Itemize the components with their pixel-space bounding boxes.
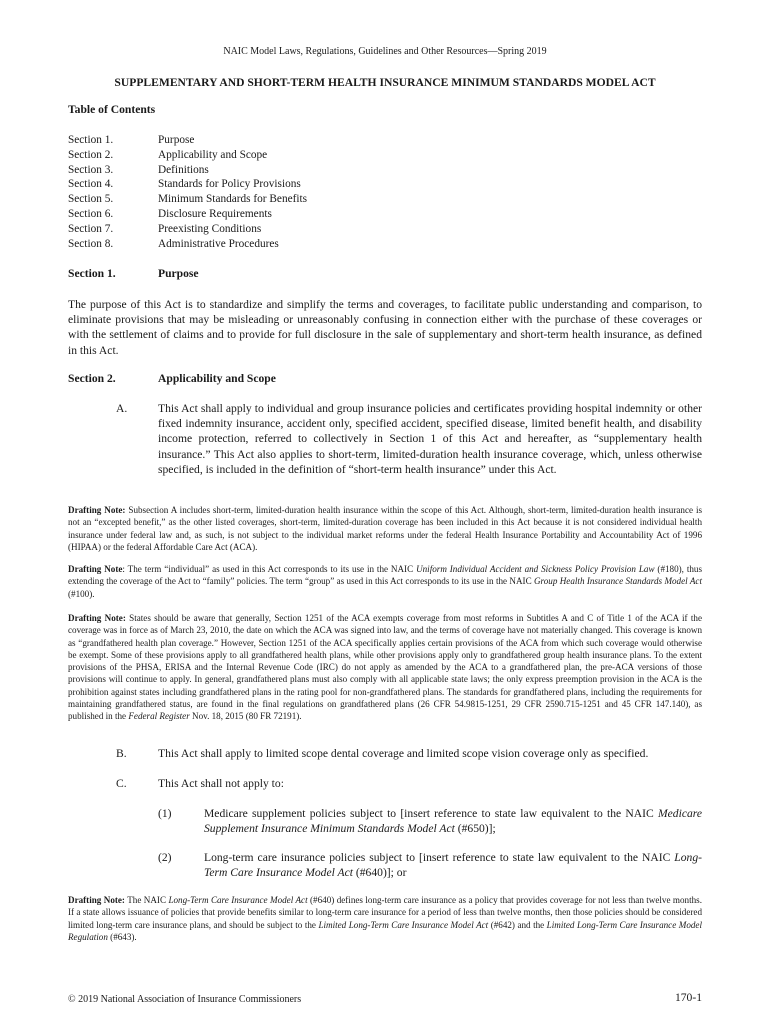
drafting-note-citation: Uniform Individual Accident and Sickness Policy Provision Law [416, 564, 655, 574]
drafting-note-text: (#642) and the [488, 919, 547, 930]
item-text: Long-term care insurance policies subject to [insert reference to state law equivalent to the NAIC [204, 851, 675, 864]
drafting-note-label: Drafting Note: [68, 613, 126, 623]
subsection-a-label: A. [116, 402, 128, 415]
section-title: Applicability and Scope [158, 372, 276, 385]
section-number: Section 1. [68, 267, 116, 280]
drafting-note-label: Drafting Note: [68, 895, 125, 905]
running-header: NAIC Model Laws, Regulations, Guidelines and Other Resources—Spring 2019 [223, 46, 547, 57]
item-citation: Medicare Supplement Insurance Minimum Standards Model Act [204, 807, 702, 836]
toc-section-label: Definitions [158, 163, 209, 176]
item-citation: Long-Term Care Insurance Model Act [204, 851, 702, 880]
toc-item [68, 148, 307, 163]
toc-section-number: Section 1. [68, 134, 114, 146]
toc-section-label: Preexisting Conditions [158, 222, 262, 235]
section-2-heading [68, 372, 276, 385]
item-1-body [204, 806, 702, 836]
drafting-note-citation: Federal Register [128, 711, 190, 722]
drafting-note-text: (#643). [107, 931, 137, 942]
drafting-note-text: The NAIC [124, 895, 169, 905]
toc-item [68, 237, 307, 252]
item-text: (#650)]; [454, 822, 496, 836]
toc-section-number: Section 8. [68, 237, 114, 250]
toc-section-label: Minimum Standards for Benefits [158, 193, 308, 206]
drafting-note-text: (#180), thus extending the coverage of the Act to “family” policies. The term “group” as used in this Act corresponds to its use in the NAIC [68, 564, 702, 587]
drafting-note-label: Drafting Note: [68, 505, 126, 515]
drafting-note-3 [68, 612, 702, 723]
drafting-note-text: Nov. 18, 2015 (80 FR 72191). [189, 711, 302, 722]
section-number: Section 2. [68, 372, 116, 385]
toc-item [68, 207, 307, 222]
toc-section-label: Administrative Procedures [158, 237, 279, 250]
toc-item [68, 192, 307, 207]
subsection-c-body: This Act shall not apply to: [158, 777, 284, 790]
toc-section-number: Section 4. [68, 178, 114, 191]
item-2-body [204, 850, 702, 880]
drafting-note-4 [68, 894, 702, 943]
drafting-note-text: (#640) defines long-term care insurance as a policy that provides coverage for not less than twelve months. If a state allows issuance of policies that provide benefits similar to long-term care insurance for a period of less than twelve months, then those policies should be considered limited long-term care insurance plans, and should be subject to the [68, 895, 702, 930]
drafting-note-citation: Limited Long-Term Care Insurance Model Act [318, 919, 489, 930]
drafting-note-2 [68, 563, 702, 600]
drafting-note-1 [68, 504, 702, 553]
subsection-b-body: This Act shall apply to limited scope dental coverage and limited scope vision coverage only as specified. [158, 747, 649, 760]
toc-heading: Table of Contents [68, 103, 156, 116]
drafting-note-text: States should be aware that generally, Section 1251 of the ACA exempts coverage from most reforms in Subtitles A and C of Title 1 of the ACA if the coverage was in force as of March 23, 2010, the date on which the ACA was signed into law, and the terms of coverage have not materially changed. This coverage is known as “grandfathered health plan coverage.” However, Section 1251 of the ACA specifically applies certain provisions of the ACA from which such coverage would otherwise be exempt. Some of these provisions apply to all grandfathered health plans, while other provisions apply only to grandfathered group health insurance plans. To the extent provisions of the PHSA, ERISA and the Internal Revenue Code (IRC) do not apply as amended by the ACA to a grandfathered plan, the pre-ACA versions of those provisions will continue to apply. In general, grandfathered plans must also comply with all applicable state laws; the only express preemption provision in the ACA is the prohibition against states including grandfathered plans in the rating pool for non-grandfathered plans. The standards for grandfathered plans, including the requirements for maintaining grandfathered status, are found in the final regulations on grandfathered plans (26 CFR 54.9815-1251, 29 CFR 2590.715-1251 and 45 CFR 147.140), as published in the [68, 613, 702, 722]
document-title: SUPPLEMENTARY AND SHORT-TERM HEALTH INSURANCE MINIMUM STANDARDS MODEL ACT [114, 76, 656, 89]
item-2-label: (2) [158, 851, 172, 864]
toc-section-label: Purpose [158, 134, 195, 146]
drafting-note-citation: Limited Long-Term Care Insurance Model Regulation [68, 919, 702, 942]
section-1-body: The purpose of this Act is to standardize and simplify the terms and coverages, to facilitate public understanding and comparison, to eliminate provisions that may be misleading or unreasonably confusing in connection either with the purchase of these coverages or with the settlement of claims and to provide for full disclosure in the sale of supplementary and short-term health insurance, as defined in this Act. [68, 298, 702, 357]
toc-section-label: Standards for Policy Provisions [158, 178, 301, 191]
subsection-c-label: C. [116, 777, 127, 790]
toc-section-label: Disclosure Requirements [158, 207, 272, 220]
footer-copyright: © 2019 National Association of Insurance Commissioners [68, 994, 302, 1005]
drafting-note-label: Drafting Note [68, 564, 123, 574]
toc-item [68, 222, 307, 237]
item-text: Medicare supplement policies subject to [insert reference to state law equivalent to the NAIC [204, 807, 658, 820]
drafting-note-citation: Long-Term Care Insurance Model Act [168, 895, 308, 905]
subsection-b-label: B. [116, 747, 127, 760]
toc-section-label: Applicability and Scope [158, 148, 268, 161]
item-1-label: (1) [158, 807, 172, 820]
section-title: Purpose [158, 267, 199, 280]
drafting-note-text: : The term “individual” as used in this Act corresponds to its use in the NAIC [122, 564, 417, 574]
toc-item [68, 133, 307, 148]
drafting-note-text: (#100). [68, 588, 95, 599]
toc-section-number: Section 5. [68, 193, 114, 206]
item-text: (#640)]; or [353, 866, 407, 880]
page-number: 170-1 [674, 991, 702, 1004]
table-of-contents [68, 133, 307, 251]
toc-section-number: Section 3. [68, 163, 114, 176]
toc-section-number: Section 2. [68, 148, 114, 161]
toc-item [68, 163, 307, 178]
section-1-heading [68, 267, 199, 280]
subsection-a-body: This Act shall apply to individual and group insurance policies and certificates providing hospital indemnity or other fixed indemnity insurance, accident only, specified accident, specified disease, limited benefit health, and disability income protection, referred to collectively in Section 1 of this Act and hereafter, as “supplementary health insurance.” This Act also applies to short-term, limited-duration health insurance coverage, which, unless otherwise specified, is included in the definition of “short-term health insurance” under this Act. [158, 402, 702, 476]
drafting-note-text: Subsection A includes short-term, limited-duration health insurance within the scope of this Act. Although, short-term, limited-duration health insurance is not an “excepted benefit,” as the other listed coverages, short-term, limited-duration coverage has been included in this Act because it is not considered individual health insurance under federal law and, as such, is not subject to the individual market reforms under the federal Health Insurance Portability and Accountability Act of 1996 (HIPAA) or the federal Affordable Care Act (ACA). [68, 505, 703, 552]
drafting-note-citation: Group Health Insurance Standards Model Act [533, 576, 702, 587]
toc-section-number: Section 7. [68, 222, 114, 235]
toc-item [68, 177, 307, 192]
toc-section-number: Section 6. [68, 207, 114, 220]
